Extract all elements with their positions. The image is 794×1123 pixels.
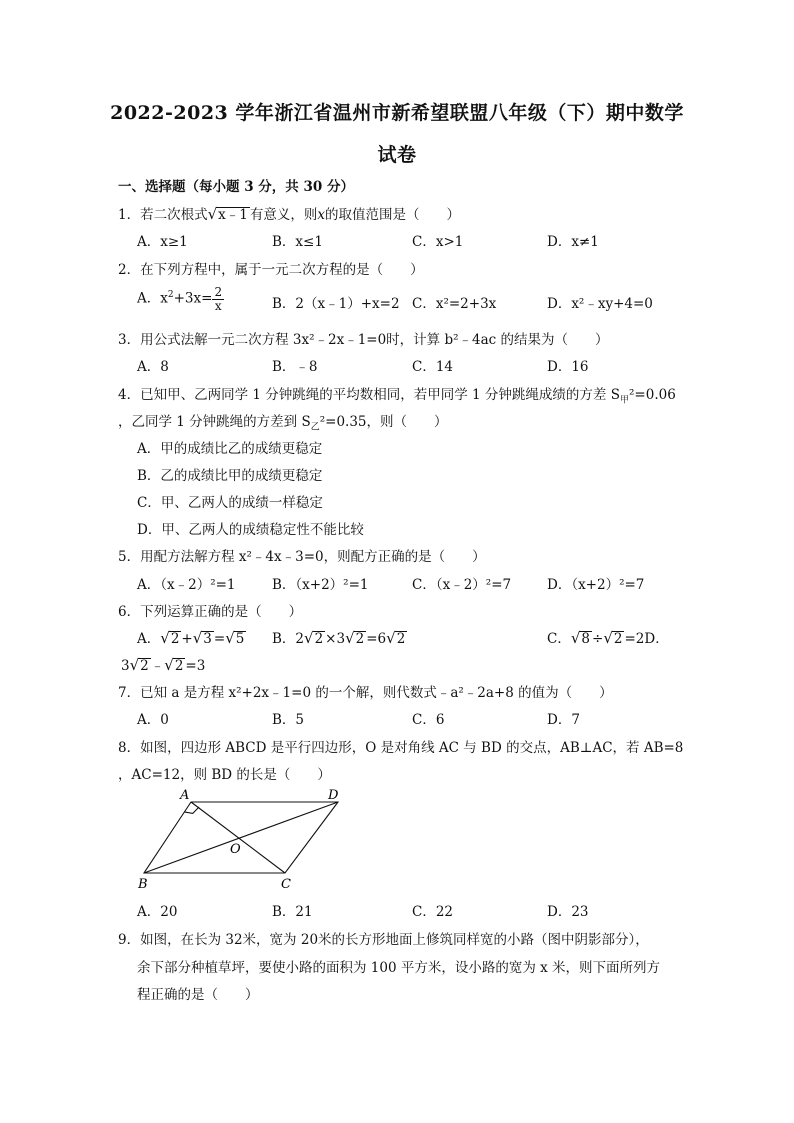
question-9: 9．如图，在长为 32米，宽为 20米的长方形地面上修筑同样宽的小路（图中阴影部分）， bbox=[118, 932, 649, 948]
q4-option-d: D．甲、乙两人的成绩稳定性不能比较 bbox=[137, 522, 364, 538]
q8-option-d: D．23 bbox=[547, 904, 589, 920]
q2-option-a: A．$x^2+3x=$ $\frac{2}{x}$ bbox=[137, 285, 223, 313]
question-1: 1．若二次根式√x﹣1 有意义，则x的取值范围是（ ） bbox=[118, 205, 460, 223]
q6-option-a: A．√2 +√3 =√5 bbox=[137, 629, 245, 647]
label-d: D bbox=[328, 788, 339, 803]
q4-option-b: B．乙的成绩比甲的成绩更稳定 bbox=[137, 468, 323, 484]
q2-option-b: B．2（x﹣1）+x=2 bbox=[272, 296, 400, 312]
q2-option-c: C．x²=2+3x bbox=[412, 296, 497, 312]
q2-option-d: D．x²﹣xy+4=0 bbox=[547, 296, 653, 312]
q7-option-c: C．6 bbox=[412, 712, 445, 728]
question-5: 5．用配方法解方程 x²﹣4x﹣3=0，则配方正确的是（ ） bbox=[118, 549, 486, 565]
parallelogram-figure bbox=[130, 785, 360, 895]
question-4: 4．已知甲、乙两同学 1 分钟跳绳的平均数相同，若甲同学 1 分钟跳绳成绩的方差 $S_甲^2=0.06$ bbox=[118, 387, 676, 406]
question-6: 6．下列运算正确的是（ ） bbox=[118, 604, 303, 620]
diagonal-ac bbox=[191, 802, 285, 873]
q5-option-a: A．（x﹣2）²=1 bbox=[137, 577, 236, 593]
q7-option-b: B．5 bbox=[272, 712, 305, 728]
question-8: 8．如图，四边形 ABCD 是平行四边形，O 是对角线 AC 与 BD 的交点，AB⊥AC，若 AB=8 bbox=[118, 740, 684, 756]
q6-option-b: B．2√2 ×3√2 =6√2 bbox=[272, 629, 406, 647]
question-2: 2．在下列方程中，属于一元二次方程的是（ ） bbox=[118, 262, 424, 278]
q6-option-c: C．√8 ÷√2 =2D． bbox=[547, 629, 669, 647]
q1-option-c: C．x>1 bbox=[412, 234, 464, 250]
q8-option-c: C．22 bbox=[412, 904, 454, 920]
page-title: 2022-2023 学年浙江省温州市新希望联盟八年级（下）期中数学 bbox=[110, 102, 684, 124]
question-3: 3．用公式法解一元二次方程 3x²﹣2x﹣1=0时，计算 b²﹣4ac 的结果为（ ） bbox=[118, 332, 609, 348]
q1-option-b: B．x≤1 bbox=[272, 234, 323, 250]
q7-option-a: A．0 bbox=[137, 712, 169, 728]
q5-option-c: C．（x﹣2）²=7 bbox=[412, 577, 512, 593]
q8-option-b: B．21 bbox=[272, 904, 313, 920]
label-a: A bbox=[180, 788, 190, 803]
q4-option-a: A．甲的成绩比乙的成绩更稳定 bbox=[137, 441, 323, 457]
label-o: O bbox=[230, 842, 241, 857]
q3-option-a: A．8 bbox=[137, 359, 169, 375]
q3-option-b: B．﹣8 bbox=[272, 359, 318, 375]
question-9-continued-2: 程正确的是（ ） bbox=[137, 987, 259, 1003]
q3-option-d: D．16 bbox=[547, 359, 589, 375]
q1-radicand: x﹣1 bbox=[218, 207, 248, 223]
q4-option-c: C．甲、乙两人的成绩一样稳定 bbox=[137, 495, 323, 511]
q6-option-d: 3√2 ﹣√2 =3 bbox=[121, 656, 206, 674]
q8-option-a: A．20 bbox=[137, 904, 178, 920]
q3-option-c: C．14 bbox=[412, 359, 454, 375]
q5-option-b: B．（x+2）²=1 bbox=[272, 577, 369, 593]
q5-option-d: D．（x+2）²=7 bbox=[547, 577, 645, 593]
q1-option-d: D．x≠1 bbox=[547, 234, 599, 250]
label-c: C bbox=[281, 877, 291, 892]
q7-option-d: D．7 bbox=[547, 712, 580, 728]
q2-fraction: $\frac{2}{x}$ bbox=[214, 285, 223, 313]
question-9-continued: 余下部分种植草坪，要使小路的面积为 100 平方米，设小路的宽为 x 米，则下面所列方 bbox=[137, 960, 661, 976]
page-title-continued: 试卷 bbox=[377, 144, 417, 166]
question-8-continued: ，AC=12，则 BD 的长是（ ） bbox=[118, 767, 331, 783]
q1-option-a: A．x≥1 bbox=[137, 234, 188, 250]
question-7: 7．已知 a 是方程 x²+2x﹣1=0 的一个解，则代数式﹣a²﹣2a+8 的值为（ ） bbox=[118, 685, 613, 701]
diagonal-bd bbox=[144, 802, 338, 873]
question-4-continued: ，乙同学 1 分钟跳绳的方差到 $S_乙^2=0.35$，则（ ） bbox=[118, 414, 448, 433]
label-b: B bbox=[138, 877, 148, 892]
section-heading: 一、选择题（每小题 3 分，共 30 分） bbox=[118, 179, 354, 195]
